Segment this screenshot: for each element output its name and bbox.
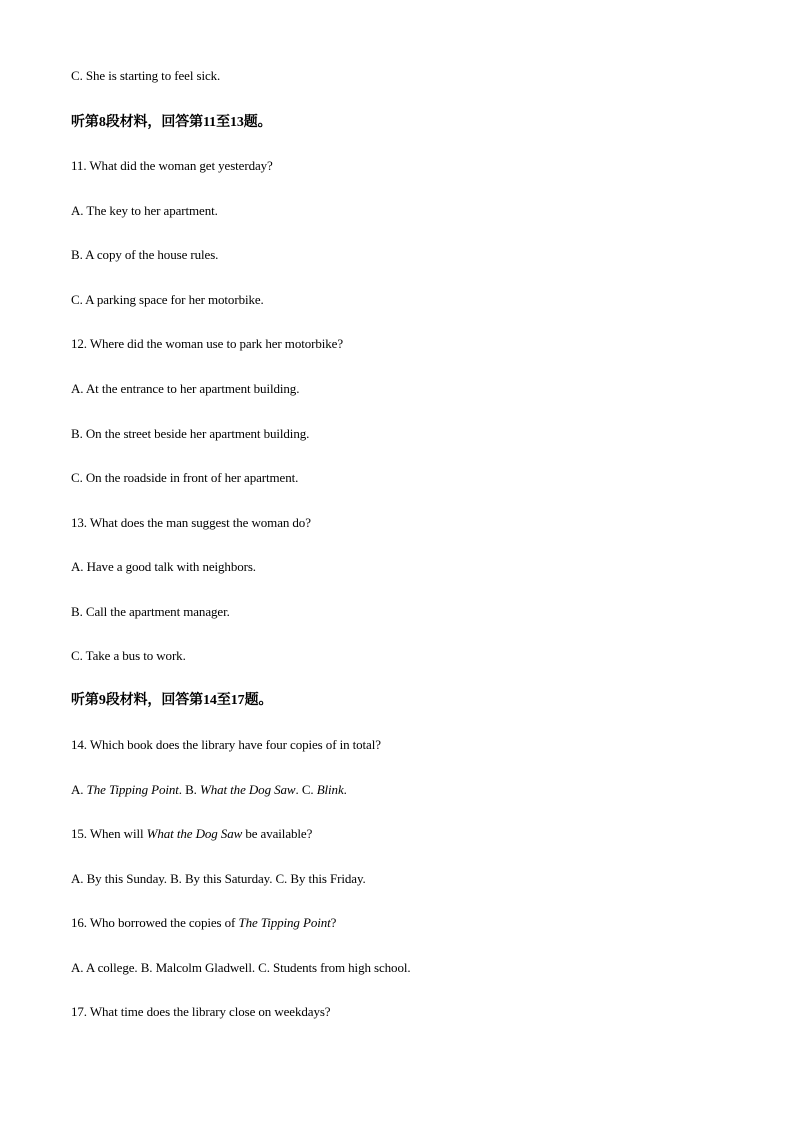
- question-11: 11. What did the woman get yesterday?: [71, 158, 273, 173]
- option-text: C. Take a bus to work.: [71, 648, 186, 663]
- heading-number: 8: [98, 115, 106, 130]
- question-14-options: [71, 782, 347, 798]
- option-text: B. On the street beside her apartment building.: [71, 426, 310, 441]
- section-heading-8: [71, 114, 272, 131]
- question-text: 16. Who borrowed the copies of: [71, 915, 239, 930]
- question-text: be available?: [242, 826, 313, 841]
- book-title: Blink: [316, 782, 344, 797]
- question-17: 17. What time does the library close on weekdays?: [71, 1004, 331, 1019]
- question-14: 14. Which book does the library have four copies of in total?: [71, 737, 381, 752]
- heading-number: 14: [203, 693, 217, 708]
- section-heading-9: [71, 692, 272, 709]
- option-text: A. At the entrance to her apartment building.: [71, 381, 300, 396]
- heading-text: 题。: [244, 692, 273, 708]
- option-text: A. Have a good talk with neighbors.: [71, 559, 256, 574]
- option-label: . B.: [178, 782, 200, 797]
- heading-number: 13: [229, 115, 244, 130]
- heading-text: 至: [216, 692, 231, 708]
- heading-number: 17: [230, 693, 245, 708]
- option-text: A. The key to her apartment.: [71, 203, 218, 218]
- question-16: [71, 915, 336, 931]
- question-13: 13. What does the man suggest the woman do?: [71, 515, 311, 530]
- heading-text: 题。: [243, 114, 272, 130]
- heading-text: 至: [216, 114, 230, 130]
- question-12: 12. Where did the woman use to park her motorbike?: [71, 336, 344, 351]
- question-text: ?: [330, 915, 337, 930]
- option-text: C. She is starting to feel sick.: [71, 68, 221, 83]
- book-title: The Tipping Point: [86, 782, 179, 797]
- option-text: C. A parking space for her motorbike.: [71, 292, 264, 307]
- option-label: .: [343, 782, 347, 797]
- question-text: 15. When will: [71, 826, 147, 841]
- heading-number: 9: [98, 693, 106, 708]
- option-text: C. On the roadside in front of her apartment.: [71, 470, 299, 485]
- question-15-options: A. By this Sunday. B. By this Saturday. C. By this Friday.: [71, 871, 366, 886]
- heading-text: 听第: [71, 114, 99, 130]
- question-16-options: A. A college. B. Malcolm Gladwell. C. Students from high school.: [71, 960, 411, 975]
- book-title: What the Dog Saw: [146, 826, 243, 841]
- option-text: B. Call the apartment manager.: [71, 604, 230, 619]
- heading-text: 段材料，回答第: [105, 114, 204, 130]
- book-title: What the Dog Saw: [199, 782, 296, 797]
- heading-text: 听第: [71, 692, 99, 708]
- option-text: B. A copy of the house rules.: [71, 247, 219, 262]
- book-title: The Tipping Point: [238, 915, 331, 930]
- heading-number: 11: [203, 115, 217, 130]
- option-label: A.: [71, 782, 87, 797]
- option-label: . C.: [295, 782, 317, 797]
- question-15: [71, 826, 312, 842]
- heading-text: 段材料，回答第: [105, 692, 204, 708]
